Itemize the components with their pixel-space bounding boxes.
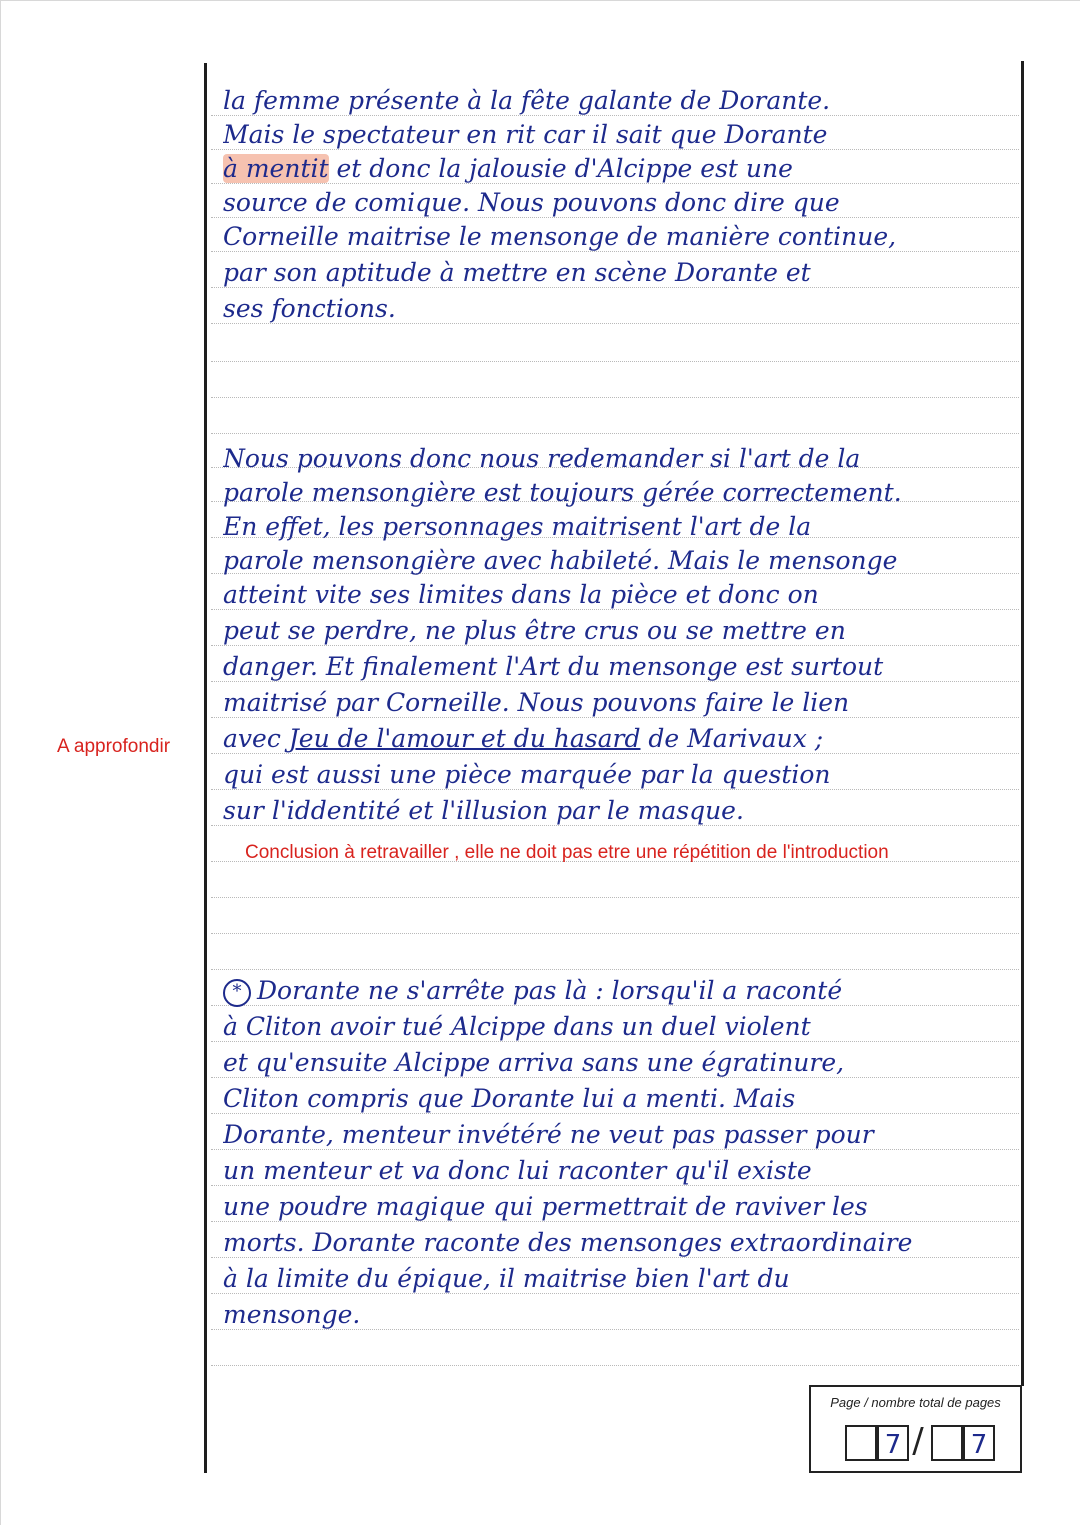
handwritten-line: Cliton compris que Dorante lui a menti. Mais (223, 1084, 796, 1113)
handwritten-line: à la limite du épique, il maitrise bien l'art du (223, 1264, 790, 1293)
work-title: Jeu de l'amour et du hasard (288, 724, 641, 753)
page-number-box (809, 1385, 1022, 1473)
handwritten-line (223, 975, 1013, 1007)
writing-area (211, 61, 1019, 1381)
margin-comment: A approfondir (57, 736, 171, 757)
handwritten-line: parole mensongière est toujours gérée correctement. (223, 478, 902, 507)
ruled-line (211, 361, 1019, 362)
handwritten-line: qui est aussi une pièce marquée par la question (223, 760, 831, 789)
handwritten-text: de Marivaux ; (640, 724, 824, 753)
handwritten-line (223, 153, 1013, 184)
ruled-line (211, 897, 1019, 898)
handwritten-line: une poudre magique qui permettrait de raviver les (223, 1192, 868, 1221)
page-total-cell (931, 1425, 963, 1461)
handwritten-line: à Cliton avoir tué Alcippe dans un duel violent (223, 1012, 811, 1041)
right-border-rule (1021, 61, 1024, 1386)
asterisk-icon: * (223, 979, 251, 1007)
ruled-line (211, 397, 1019, 398)
page-total-number: 7 (963, 1425, 995, 1461)
handwritten-line: mensonge. (223, 1300, 361, 1329)
highlighted-word: à mentit (223, 154, 329, 183)
handwritten-text: Dorante ne s'arrête pas là : lorsqu'il a raconté (257, 976, 843, 1005)
handwritten-line: et qu'ensuite Alcippe arriva sans une égratinure, (223, 1048, 845, 1077)
handwritten-line: sur l'iddentité et l'illusion par le masque. (223, 796, 744, 825)
handwritten-line: atteint vite ses limites dans la pièce et donc on (223, 580, 819, 609)
handwritten-line: source de comique. Nous pouvons donc dire que (223, 188, 840, 217)
ruled-line (211, 1365, 1019, 1366)
page-separator: / (912, 1421, 924, 1461)
page-current-number: 7 (877, 1425, 909, 1461)
handwritten-line: la femme présente à la fête galante de Dorante. (223, 86, 831, 115)
handwritten-line: Corneille maitrise le mensonge de manière continue, (223, 222, 897, 251)
handwritten-line: parole mensongière avec habileté. Mais le mensonge (223, 546, 898, 575)
teacher-comment: Conclusion à retravailler , elle ne doit pas etre une répétition de l'introduction (245, 842, 889, 863)
handwritten-line: En effet, les personnages maitrisent l'art de la (223, 512, 812, 541)
handwritten-line: par son aptitude à mettre en scène Dorante et (223, 258, 811, 287)
ruled-line (211, 933, 1019, 934)
handwritten-line: danger. Et finalement l'Art du mensonge est surtout (223, 652, 884, 681)
handwritten-text: avec (223, 724, 289, 753)
handwritten-line: maitrisé par Corneille. Nous pouvons faire le lien (223, 688, 850, 717)
handwritten-line: Dorante, menteur invétéré ne veut pas passer pour (223, 1120, 874, 1149)
page-current-cell (845, 1425, 877, 1461)
ruled-line (211, 433, 1019, 434)
handwritten-text: et donc la jalousie d'Alcippe est une (328, 154, 793, 183)
handwritten-line: morts. Dorante raconte des mensonges extraordinaire (223, 1228, 913, 1257)
handwritten-line: ses fonctions. (223, 294, 396, 323)
page-number-label: Page / nombre total de pages (830, 1395, 1001, 1410)
handwritten-line (223, 723, 1013, 754)
handwritten-line: Nous pouvons donc nous redemander si l'art de la (223, 444, 861, 473)
handwritten-line: un menteur et va donc lui raconter qu'il existe (223, 1156, 812, 1185)
ruled-line (211, 969, 1019, 970)
margin-rule (204, 63, 207, 1473)
handwritten-line: peut se perdre, ne plus être crus ou se mettre en (223, 616, 846, 645)
handwritten-line: Mais le spectateur en rit car il sait que Dorante (223, 120, 828, 149)
